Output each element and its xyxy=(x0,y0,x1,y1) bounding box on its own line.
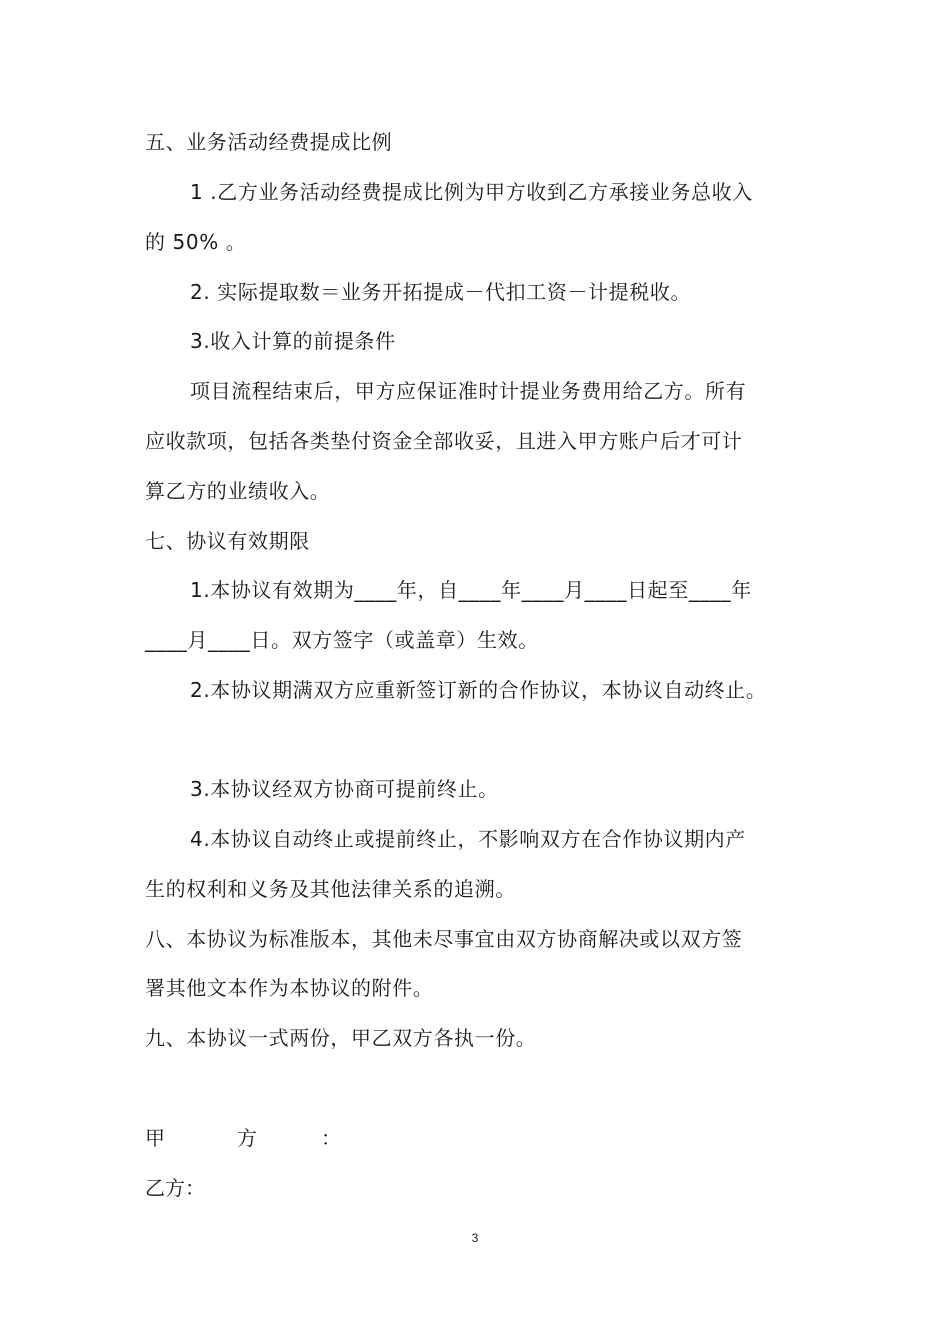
party-a-label-char1: 甲 xyxy=(145,1126,165,1150)
paragraph-line: 3.收入计算的前提条件 xyxy=(190,329,396,353)
paragraph-line: 项目流程结束后，甲方应保证准时计提业务费用给乙方。所有 xyxy=(190,379,747,403)
party-b-label: 乙方： xyxy=(145,1176,205,1200)
section-nine-heading: 九、本协议一式两份，甲乙双方各执一份。 xyxy=(145,1026,537,1050)
section-five-heading: 五、业务活动经费提成比例 xyxy=(145,130,393,154)
paragraph-line: ____月____日。双方签字（或盖章）生效。 xyxy=(145,628,539,652)
paragraph-line: 算乙方的业绩收入。 xyxy=(145,479,331,503)
paragraph-line: 的 50% 。 xyxy=(145,230,247,254)
section-seven-heading: 七、协议有效期限 xyxy=(145,529,310,553)
party-a-label-char2: 方 xyxy=(237,1126,257,1150)
paragraph-line: 署其他文本作为本协议的附件。 xyxy=(145,976,434,1000)
party-a-colon: ： xyxy=(321,1126,341,1150)
paragraph-line: 2.本协议期满双方应重新签订新的合作协议，本协议自动终止。 xyxy=(190,678,767,702)
paragraph-line: 生的权利和义务及其他法律关系的追溯。 xyxy=(145,877,516,901)
paragraph-line: 应收款项，包括各类垫付资金全部收妥，且进入甲方账户后才可计 xyxy=(145,429,743,453)
paragraph-line: 1 .乙方业务活动经费提成比例为甲方收到乙方承接业务总收入 xyxy=(190,180,753,204)
paragraph-line: 4.本协议自动终止或提前终止，不影响双方在合作协议期内产 xyxy=(190,827,746,851)
page-number: 3 xyxy=(471,1231,479,1245)
paragraph-line: 1.本协议有效期为____年，自____年____月____日起至____年 xyxy=(190,578,752,602)
paragraph-line: 2. 实际提取数＝业务开拓提成－代扣工资－计提税收。 xyxy=(190,280,692,304)
paragraph-line: 3.本协议经双方协商可提前终止。 xyxy=(190,777,499,801)
section-eight-heading: 八、本协议为标准版本，其他未尽事宜由双方协商解决或以双方签 xyxy=(145,927,743,951)
